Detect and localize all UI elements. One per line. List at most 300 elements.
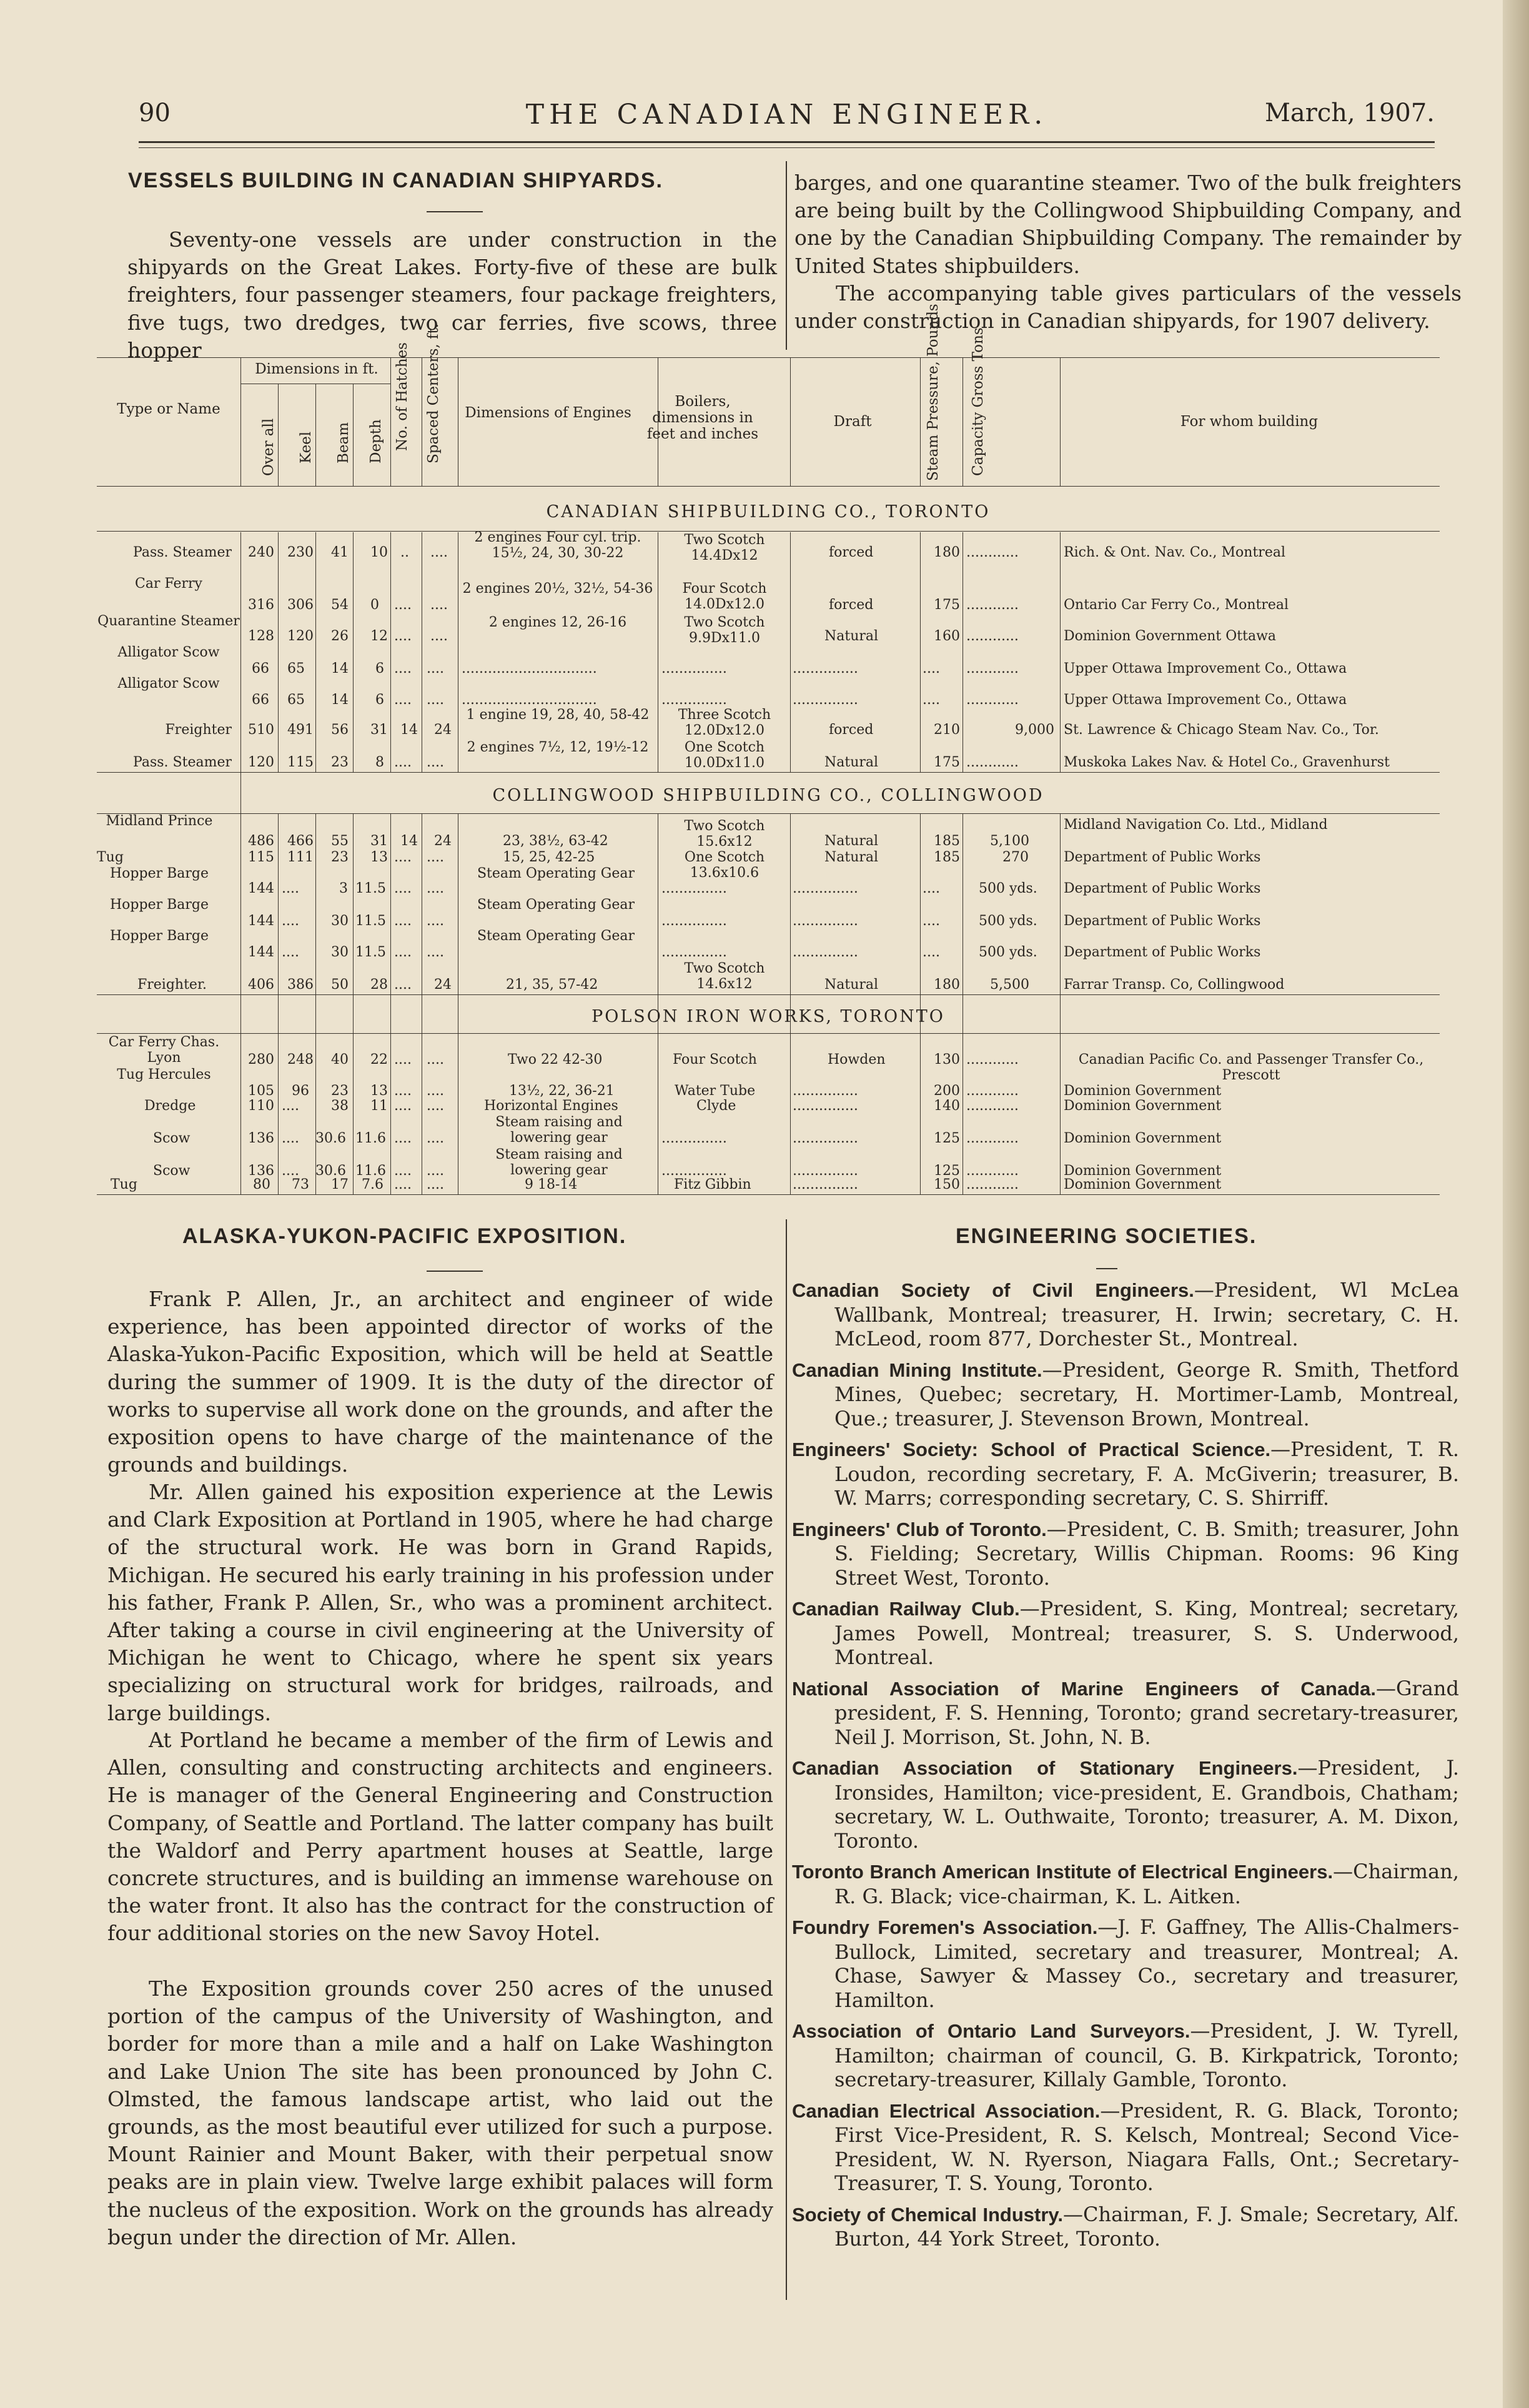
row-owner: Dominion Government bbox=[1064, 1098, 1222, 1114]
row-type: Alligator Scow bbox=[117, 645, 220, 660]
row-beam: 50 bbox=[331, 977, 349, 993]
row-boilers: ............... bbox=[661, 881, 727, 896]
row-hatches: .... bbox=[394, 661, 412, 676]
row-hatches: .... bbox=[394, 692, 412, 708]
society-details: —President, C. B. Smith; treasurer, John S. Fielding; Secretary, Willis Chipman. Rooms: 96 King Street West, Toronto. bbox=[834, 1517, 1460, 1590]
row-depth: 13 bbox=[370, 1083, 388, 1099]
row-draft: Natural bbox=[824, 977, 879, 993]
society-details: —Grand president, F. S. Henning, Toronto; grand secretary-treasurer, Neil J. Morrison, St. John, N. B. bbox=[834, 1676, 1459, 1749]
row-boilers: ............... bbox=[661, 913, 727, 929]
row-type: Hopper Barge bbox=[109, 928, 209, 944]
row-draft: forced bbox=[829, 597, 874, 613]
row-capacity: 500 yds. bbox=[979, 944, 1037, 960]
row-boilers: ............... bbox=[661, 1163, 727, 1179]
title-dash bbox=[1096, 1268, 1117, 1269]
row-engines: 2 engines 20½, 32½, 54-36 bbox=[462, 581, 653, 597]
row-boilers: Fitz Gibbin bbox=[674, 1177, 751, 1192]
row-capacity: ............ bbox=[966, 1083, 1019, 1099]
row-capacity: 500 yds. bbox=[979, 881, 1037, 896]
vessels-paragraph-1-cont bbox=[794, 169, 1462, 280]
society-name: Engineers' Club of Toronto. bbox=[792, 1518, 1047, 1540]
row-boilers: Two Scotch 15.6x12 bbox=[684, 818, 765, 850]
hdr-keel: Keel bbox=[298, 431, 314, 463]
row-spaced: .... bbox=[430, 597, 448, 613]
row-over: 120 bbox=[248, 755, 274, 770]
vessels-paragraph-1-text: Seventy-one vessels are under construction in the shipyards on the Great Lakes. Forty-five of these are bulk freighters, four passenger steamers, four package freighters, five tugs, two dredges, two car ferries, five scows, three hopper bbox=[127, 227, 777, 362]
row-type: Tug Hercules bbox=[117, 1067, 211, 1083]
society-entry bbox=[792, 1437, 1459, 1510]
row-owner: Farrar Transp. Co, Collingwood bbox=[1064, 977, 1285, 993]
row-engines: ............................... bbox=[462, 692, 597, 708]
row-beam: 17 bbox=[331, 1177, 349, 1192]
row-hatches: .... bbox=[394, 1098, 412, 1114]
row-owner: Department of Public Works bbox=[1064, 881, 1261, 896]
row-capacity: ............ bbox=[966, 1177, 1019, 1192]
row-keel: .... bbox=[282, 944, 299, 960]
row-type: Tug bbox=[97, 850, 124, 865]
row-engines: 2 engines 12, 26-16 bbox=[488, 615, 627, 630]
row-steam: 125 bbox=[934, 1131, 960, 1146]
header-rule bbox=[139, 141, 1435, 148]
row-draft: ............... bbox=[793, 1163, 858, 1179]
row-hatches: 14 bbox=[400, 833, 418, 849]
row-engines: 1 engine 19, 28, 40, 58-42 bbox=[466, 707, 650, 723]
row-draft: ............... bbox=[793, 661, 858, 676]
row-spaced: .... bbox=[427, 944, 444, 960]
row-steam: 175 bbox=[934, 597, 960, 613]
row-owner: Dominion Government bbox=[1064, 1131, 1222, 1146]
societies-list bbox=[792, 1278, 1459, 2258]
society-name: National Association of Marine Engineers of Canada. bbox=[792, 1677, 1376, 1700]
row-keel: 73 bbox=[292, 1177, 309, 1192]
row-keel: .... bbox=[282, 1098, 299, 1114]
hdr-steam: Steam Pressure, Pounds bbox=[925, 304, 941, 481]
row-steam: .... bbox=[923, 692, 940, 708]
row-draft: Natural bbox=[824, 755, 879, 770]
row-engines: 2 engines Four cyl. trip. 15½, 24, 30, 30-22 bbox=[474, 530, 641, 561]
row-owner: St. Lawrence & Chicago Steam Nav. Co., Tor. bbox=[1064, 722, 1379, 738]
row-spaced: .... bbox=[430, 545, 448, 560]
row-capacity: ............ bbox=[966, 628, 1019, 644]
row-boilers: ............... bbox=[661, 944, 727, 960]
row-capacity: ............ bbox=[966, 1098, 1019, 1114]
hdr-depth: Depth bbox=[368, 419, 384, 463]
row-boilers: Clyde bbox=[696, 1098, 736, 1114]
societies-article-title: ENGINEERING SOCIETIES. bbox=[956, 1224, 1257, 1248]
issue-date: March, 1907. bbox=[1264, 99, 1435, 127]
vessels-paragraph-1-cont-text: barges, and one quarantine steamer. Two of the bulk freighters are being built by the Collingwood Shipbuilding Company, and one by the Canadian Shipbuilding Company. The remainder by United States shipbuilders. bbox=[794, 171, 1462, 278]
row-draft: ............... bbox=[793, 1177, 858, 1192]
section-polson-iron-works: POLSON IRON WORKS, TORONTO bbox=[591, 1007, 945, 1026]
society-name: Foundry Foremen's Association. bbox=[792, 1916, 1098, 1938]
row-type: Car Ferry bbox=[134, 576, 202, 592]
row-keel: 230 bbox=[287, 545, 314, 560]
row-capacity: 5,500 bbox=[990, 977, 1029, 993]
row-engines: 15, 25, 42-25 bbox=[503, 850, 595, 865]
row-draft: Natural bbox=[824, 628, 879, 644]
row-over: 144 bbox=[248, 913, 274, 929]
society-entry bbox=[792, 1860, 1459, 1908]
row-hatches: .... bbox=[394, 1083, 412, 1099]
row-steam: .... bbox=[923, 661, 940, 676]
society-entry bbox=[792, 2019, 1459, 2092]
row-boilers: One Scotch 10.0Dx11.0 bbox=[684, 740, 765, 771]
row-draft: Natural bbox=[824, 850, 879, 865]
society-name: Canadian Railway Club. bbox=[792, 1598, 1020, 1620]
row-draft: ............... bbox=[793, 1098, 858, 1114]
row-depth: 10 bbox=[370, 545, 388, 560]
row-keel: 96 bbox=[292, 1083, 309, 1099]
row-type: Scow bbox=[153, 1163, 191, 1179]
page-number: 90 bbox=[139, 99, 171, 127]
row-type: Pass. Steamer bbox=[133, 755, 232, 770]
row-draft: Natural bbox=[824, 833, 879, 849]
society-details: —President, Wl McLea Wallbank, Montreal; treasurer, H. Irwin; secretary, C. H. McLeod, room 877, Dorchester St., Montreal. bbox=[834, 1278, 1459, 1350]
row-engines: Steam raising and lowering gear bbox=[495, 1147, 623, 1178]
row-spaced: .... bbox=[427, 692, 444, 708]
row-draft: ............... bbox=[793, 944, 858, 960]
row-engines: 23, 38½, 63-42 bbox=[503, 833, 608, 849]
society-name: Canadian Society of Civil Engineers. bbox=[792, 1279, 1194, 1301]
title-dash bbox=[427, 1271, 483, 1272]
row-owner: Department of Public Works bbox=[1064, 913, 1261, 929]
row-type: Scow bbox=[153, 1131, 191, 1146]
row-owner: Dominion Government Ottawa bbox=[1064, 628, 1277, 644]
society-entry bbox=[792, 1358, 1459, 1431]
society-details: —J. F. Gaffney, The Allis-Chalmers-Bullock, Limited, secretary and treasurer, Montreal; A. Chase, Sawyer & Massey Co., secretary and treasurer, Hamilton. bbox=[834, 1915, 1459, 2012]
row-over: 80 bbox=[253, 1177, 270, 1192]
row-capacity: ............ bbox=[966, 661, 1019, 676]
row-hatches: .... bbox=[394, 1052, 412, 1068]
row-boilers: Two Scotch 14.4Dx12 bbox=[684, 532, 765, 563]
row-capacity: ............ bbox=[966, 1163, 1019, 1179]
hdr-spaced: Spaced Centers, ft. bbox=[425, 323, 442, 463]
row-draft: ............... bbox=[793, 913, 858, 929]
journal-title: THE CANADIAN ENGINEER. bbox=[525, 99, 1048, 131]
row-type: Dredge bbox=[144, 1098, 196, 1114]
society-name: Canadian Electrical Association. bbox=[792, 2099, 1101, 2122]
row-keel: 248 bbox=[287, 1052, 314, 1068]
row-owner: Dominion Government bbox=[1064, 1163, 1222, 1179]
society-details: —President, J. Ironsides, Hamilton; vice-president, E. Grandbois, Chatham; secretary, W. L. Outhwaite, Toronto; treasurer, A. M. Dixon, Toronto. bbox=[834, 1756, 1460, 1853]
row-engines: Steam raising and lowering gear bbox=[495, 1114, 623, 1146]
row-owner: Canadian Pacific Co. and Passenger Transfer Co., Prescott bbox=[1078, 1052, 1424, 1083]
row-over: 406 bbox=[248, 977, 274, 993]
row-keel: 386 bbox=[287, 977, 314, 993]
row-depth: 7.6 bbox=[362, 1177, 383, 1192]
society-entry bbox=[792, 1915, 1459, 2012]
row-beam: 38 bbox=[331, 1098, 349, 1114]
row-type: Freighter. bbox=[137, 977, 207, 993]
row-draft: forced bbox=[829, 545, 874, 560]
row-draft: Howden bbox=[828, 1052, 886, 1068]
row-engines: Steam Operating Gear bbox=[477, 928, 635, 944]
row-depth: 12 bbox=[370, 628, 388, 644]
row-beam: 14 bbox=[331, 692, 349, 708]
row-over: 136 bbox=[248, 1163, 274, 1179]
row-keel: .... bbox=[282, 881, 299, 896]
row-draft: ............... bbox=[793, 1131, 858, 1146]
row-hatches: .... bbox=[394, 628, 412, 644]
row-type: Hopper Barge bbox=[109, 897, 209, 913]
row-capacity: 500 yds. bbox=[979, 913, 1037, 929]
row-spaced: .... bbox=[427, 1163, 444, 1179]
page-header bbox=[139, 99, 1435, 136]
row-boilers: ............... bbox=[661, 1131, 727, 1146]
row-spaced: .... bbox=[427, 661, 444, 676]
hdr-draft: Draft bbox=[833, 414, 872, 430]
row-capacity: 9,000 bbox=[1015, 722, 1054, 738]
society-details: —President, George R. Smith, Thetford Mines, Quebec; secretary, H. Mortimer-Lamb, Montreal, Que.; treasurer, J. Stevenson Brown, Montreal. bbox=[834, 1357, 1460, 1430]
hdr-boilers: Boilers, dimensions in feet and inches bbox=[646, 394, 759, 442]
hdr-owner: For whom building bbox=[1180, 414, 1319, 430]
hdr-type: Type or Name bbox=[117, 401, 220, 417]
row-steam: 180 bbox=[934, 545, 960, 560]
row-beam: 30 bbox=[331, 944, 349, 960]
row-beam: 30 bbox=[331, 913, 349, 929]
row-beam: 56 bbox=[331, 722, 349, 738]
row-steam: 160 bbox=[934, 628, 960, 644]
row-hatches: .... bbox=[394, 913, 412, 929]
row-steam: 180 bbox=[934, 977, 960, 993]
hdr-hatches: No. of Hatches bbox=[394, 342, 410, 451]
row-beam: 23 bbox=[331, 1083, 349, 1099]
row-depth: 28 bbox=[370, 977, 388, 993]
row-beam: 14 bbox=[331, 661, 349, 676]
row-boilers: Four Scotch 14.0Dx12.0 bbox=[682, 581, 767, 612]
society-name: Canadian Association of Stationary Engineers. bbox=[792, 1757, 1298, 1779]
row-capacity: ............ bbox=[966, 1131, 1019, 1146]
row-over: 110 bbox=[248, 1098, 274, 1114]
row-depth: 6 bbox=[375, 692, 384, 708]
row-type: Hopper Barge bbox=[109, 866, 209, 881]
row-spaced: .... bbox=[427, 1131, 444, 1146]
row-beam: 41 bbox=[331, 545, 349, 560]
row-capacity: ............ bbox=[966, 545, 1019, 560]
row-steam: 140 bbox=[934, 1098, 960, 1114]
row-capacity: ............ bbox=[966, 597, 1019, 613]
row-beam: 3 bbox=[339, 881, 348, 896]
row-hatches: .... bbox=[394, 850, 412, 865]
row-boilers: Water Tube bbox=[675, 1083, 756, 1099]
row-engines: Steam Operating Gear bbox=[477, 866, 635, 881]
row-spaced: .... bbox=[427, 755, 444, 770]
row-boilers: Three Scotch 12.0Dx12.0 bbox=[678, 707, 771, 738]
row-owner: Department of Public Works bbox=[1064, 850, 1261, 865]
society-details: —President, S. King, Montreal; secretary, James Powell, Montreal; treasurer, S. S. Underwood, Montreal. bbox=[834, 1597, 1459, 1669]
row-keel: 65 bbox=[287, 661, 305, 676]
row-over: 240 bbox=[248, 545, 274, 560]
row-keel: 491 bbox=[287, 722, 314, 738]
row-beam: 23 bbox=[331, 755, 349, 770]
alaska-article-title: ALASKA-YUKON-PACIFIC EXPOSITION. bbox=[182, 1224, 627, 1248]
row-spaced: .... bbox=[427, 1098, 444, 1114]
row-beam: 30.6 bbox=[315, 1163, 346, 1179]
row-keel: 120 bbox=[287, 628, 314, 644]
alaska-paragraph-1: Frank P. Allen, Jr., an architect and engineer of wide experience, has been appointed director of works of the Alaska-Yukon-Pacific Exposition, which will be held at Seattle during the summer of 1909. It is the duty of the director of works to supervise all work done on the grounds, and after the exposition opens to have charge of the maintenance of the grounds and buildings. bbox=[107, 1287, 773, 1477]
row-hatches: .... bbox=[394, 755, 412, 770]
row-spaced: 24 bbox=[434, 977, 452, 993]
row-depth: 31 bbox=[370, 722, 388, 738]
row-keel: 115 bbox=[287, 755, 314, 770]
row-hatches: .... bbox=[394, 1131, 412, 1146]
row-over: 66 bbox=[252, 661, 269, 676]
column-rule-bottom bbox=[786, 1219, 787, 2300]
section-collingwood-shipbuilding: COLLINGWOOD SHIPBUILDING CO., COLLINGWOOD bbox=[492, 786, 1044, 805]
row-engines: Two 22 42-30 bbox=[508, 1052, 603, 1068]
row-type: Car Ferry Chas. Lyon bbox=[108, 1034, 220, 1066]
row-type: Midland Prince bbox=[106, 813, 213, 829]
column-rule-top bbox=[786, 161, 787, 350]
row-capacity: ............ bbox=[966, 755, 1019, 770]
alaska-paragraph-2: Mr. Allen gained his exposition experience at the Lewis and Clark Exposition at Portland in 1905, where he had charge of the structural work. He was born in Grand Rapids, Michigan. He secured his early training in his profession under his father, Frank P. Allen, Sr., who was a prominent architect. After taking a course in civil engineering at the University of Michigan he went to Chicago, where he spent six years specializing on structural work for bridges, railroads, and large buildings. bbox=[107, 1480, 773, 1725]
society-details: —President, T. R. Loudon, recording secretary, F. A. McGiverin; treasurer, B. W. Marrs; corresponding secretary, C. S. Shirriff. bbox=[834, 1437, 1459, 1510]
row-capacity: ............ bbox=[966, 1052, 1019, 1068]
row-spaced: .... bbox=[427, 1052, 444, 1068]
row-hatches: .... bbox=[394, 977, 412, 993]
row-steam: 185 bbox=[934, 850, 960, 865]
row-draft: ............... bbox=[793, 1083, 858, 1099]
society-name: Society of Chemical Industry. bbox=[792, 2203, 1063, 2226]
row-engines: Steam Operating Gear bbox=[477, 897, 635, 913]
row-depth: 11.6 bbox=[355, 1163, 386, 1179]
row-boilers: Two Scotch 9.9Dx11.0 bbox=[684, 615, 765, 646]
society-entry bbox=[792, 1597, 1459, 1670]
row-depth: 31 bbox=[370, 833, 388, 849]
row-depth: 8 bbox=[375, 755, 384, 770]
row-steam: 210 bbox=[934, 722, 960, 738]
vessels-article-title: VESSELS BUILDING IN CANADIAN SHIPYARDS. bbox=[128, 169, 663, 192]
row-hatches: .... bbox=[394, 881, 412, 896]
row-owner: Department of Public Works bbox=[1064, 944, 1261, 960]
society-name: Engineers' Society: School of Practical Science. bbox=[792, 1439, 1271, 1460]
row-spaced: .... bbox=[430, 628, 448, 644]
society-entry bbox=[792, 1677, 1459, 1750]
row-boilers: Two Scotch 14.6x12 bbox=[684, 961, 765, 992]
row-over: 66 bbox=[252, 692, 269, 708]
row-spaced: .... bbox=[427, 881, 444, 896]
row-boilers: ............... bbox=[661, 692, 727, 708]
row-steam: 150 bbox=[934, 1177, 960, 1192]
row-spaced: .... bbox=[427, 850, 444, 865]
row-spaced: .... bbox=[427, 1083, 444, 1099]
row-spaced: 24 bbox=[434, 722, 452, 738]
row-engines: 13½, 22, 36-21 bbox=[509, 1083, 615, 1099]
alaska-paragraph-4: The Exposition grounds cover 250 acres of the unused portion of the campus of the University of Washington, and border for more than a mile and a half on Lake Washington and Lake Union The site has been pronounced by John C. Olmsted, the famous landscape artist, who laid out the grounds, as the most beautiful ever utilized for such a purpose. Mount Rainier and Mount Baker, with their perpetual snow peaks are in plain view. Twelve large exhibit palaces will form the nucleus of the exposition. Work on the grounds has already begun under the direction of Mr. Allen. bbox=[107, 1976, 773, 2249]
section-canadian-shipbuilding: CANADIAN SHIPBUILDING CO., TORONTO bbox=[546, 502, 991, 522]
row-boilers: Four Scotch bbox=[673, 1052, 757, 1068]
row-boilers: ............... bbox=[661, 661, 727, 676]
row-over: 115 bbox=[248, 850, 274, 865]
row-steam: 130 bbox=[934, 1052, 960, 1068]
row-owner: Muskoka Lakes Nav. & Hotel Co., Gravenhurst bbox=[1064, 755, 1390, 770]
row-engines: Horizontal Engines bbox=[484, 1098, 618, 1114]
row-owner: Dominion Government bbox=[1064, 1083, 1222, 1099]
row-beam: 40 bbox=[331, 1052, 349, 1068]
row-over: 105 bbox=[248, 1083, 274, 1099]
row-owner: Rich. & Ont. Nav. Co., Montreal bbox=[1064, 545, 1285, 560]
society-details: —President, J. W. Tyrell, Hamilton; chairman of council, G. B. Kirkpatrick, Toronto; secretary-treasurer, Killaly Gamble, Toronto. bbox=[834, 2019, 1459, 2091]
row-engines: ............................... bbox=[462, 661, 597, 676]
hdr-engines: Dimensions of Engines bbox=[465, 405, 631, 421]
row-steam: .... bbox=[923, 881, 940, 896]
row-beam: 30.6 bbox=[315, 1131, 346, 1146]
vessels-paragraph-2: The accompanying table gives particulars of the vessels under construction in Canadian shipyards, for 1907 delivery. bbox=[794, 281, 1462, 334]
row-over: 486 bbox=[248, 833, 274, 849]
row-beam: 55 bbox=[331, 833, 349, 849]
row-over: 144 bbox=[248, 881, 274, 896]
row-capacity: 270 bbox=[1002, 850, 1029, 865]
row-engines: 21, 35, 57-42 bbox=[506, 977, 598, 993]
row-depth: 11.5 bbox=[355, 881, 386, 896]
row-hatches: .... bbox=[394, 1177, 412, 1192]
page-edge-shadow bbox=[1503, 0, 1529, 2408]
society-entry bbox=[792, 1278, 1459, 1351]
row-boilers: One Scotch 13.6x10.6 bbox=[684, 850, 765, 881]
row-steam: 125 bbox=[934, 1163, 960, 1179]
row-hatches: .... bbox=[394, 944, 412, 960]
row-type: Tug bbox=[111, 1177, 137, 1192]
society-details: —President, R. G. Black, Toronto; First Vice-President, R. S. Kelsch, Montreal; Second Vice-President, W. N. Ryerson, Niagara Falls, Ont.; Secretary-Treasurer, T. S. Young, Toronto. bbox=[834, 2098, 1459, 2195]
society-name: Canadian Mining Institute. bbox=[792, 1359, 1042, 1381]
row-keel: .... bbox=[282, 1131, 299, 1146]
row-steam: .... bbox=[923, 944, 940, 960]
row-depth: 11.6 bbox=[355, 1131, 386, 1146]
row-capacity: ............ bbox=[966, 692, 1019, 708]
row-steam: 200 bbox=[934, 1083, 960, 1099]
row-spaced: .... bbox=[427, 1177, 444, 1192]
row-spaced: 24 bbox=[434, 833, 452, 849]
row-over: 128 bbox=[248, 628, 274, 644]
hdr-over-all: Over all bbox=[260, 418, 277, 476]
society-details: —Chairman, F. J. Smale; Secretary, Alf. Burton, 44 York Street, Toronto. bbox=[834, 2202, 1459, 2251]
row-draft: ............... bbox=[793, 692, 858, 708]
row-owner: Dominion Government bbox=[1064, 1177, 1222, 1192]
row-hatches: .. bbox=[400, 545, 409, 560]
row-keel: 111 bbox=[287, 850, 314, 865]
row-depth: 22 bbox=[370, 1052, 388, 1068]
row-type: Alligator Scow bbox=[117, 676, 220, 691]
society-entry bbox=[792, 2099, 1459, 2196]
row-keel: 466 bbox=[287, 833, 314, 849]
row-beam: 54 bbox=[331, 597, 349, 613]
row-engines: 2 engines 7½, 12, 19½-12 bbox=[467, 740, 649, 755]
row-hatches: 14 bbox=[400, 722, 418, 738]
society-entry bbox=[792, 2202, 1459, 2251]
row-depth: 11 bbox=[370, 1098, 388, 1114]
row-over: 280 bbox=[248, 1052, 274, 1068]
row-depth: 0 bbox=[370, 597, 379, 613]
row-steam: .... bbox=[923, 913, 940, 929]
row-over: 316 bbox=[248, 597, 274, 613]
row-keel: .... bbox=[282, 1163, 299, 1179]
row-over: 144 bbox=[248, 944, 274, 960]
row-depth: 6 bbox=[375, 661, 384, 676]
hdr-beam: Beam bbox=[335, 422, 352, 463]
society-name: Association of Ontario Land Surveyors. bbox=[792, 2020, 1190, 2042]
row-owner: Ontario Car Ferry Co., Montreal bbox=[1064, 597, 1289, 613]
row-over: 136 bbox=[248, 1131, 274, 1146]
row-steam: 175 bbox=[934, 755, 960, 770]
row-keel: 65 bbox=[287, 692, 305, 708]
row-beam: 26 bbox=[331, 628, 349, 644]
row-type: Quarantine Steamer bbox=[97, 613, 240, 629]
row-over: 510 bbox=[248, 722, 274, 738]
row-type: Pass. Steamer bbox=[133, 545, 232, 560]
row-keel: .... bbox=[282, 913, 299, 929]
row-hatches: .... bbox=[394, 597, 412, 613]
hdr-dimensions: Dimensions in ft. bbox=[255, 361, 379, 377]
